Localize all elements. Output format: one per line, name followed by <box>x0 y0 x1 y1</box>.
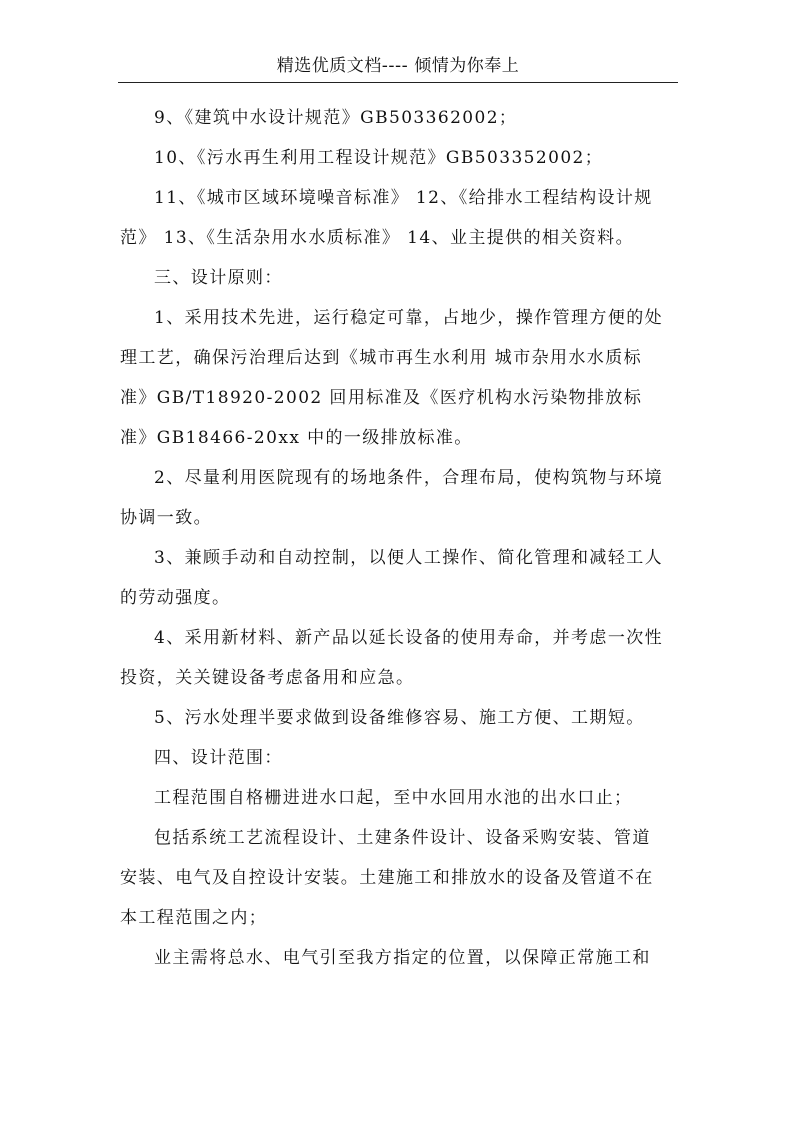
paragraph-standards-11-14: 11、《城市区域环境噪音标准》 12、《给排水工程结构设计规范》 13、《生活杂用水水质标准》 14、业主提供的相关资料。 <box>120 188 653 248</box>
paragraph-principle-5: 5、污水处理半要求做到设备维修容易、施工方便、工期短。 <box>154 708 645 728</box>
paragraph-standard-10: 10、《污水再生利用工程设计规范》GB503352002； <box>154 148 604 168</box>
page-header <box>118 50 678 83</box>
paragraph-scope-included: 包括系统工艺流程设计、土建条件设计、设备采购安装、管道安装、电气及自控设计安装。土建施工和排放水的设备及管道不在本工程范围之内； <box>120 828 654 928</box>
paragraph-scope-range: 工程范围自格栅进进水口起，至中水回用水池的出水口止； <box>154 788 633 808</box>
paragraph-standard-9: 9、《建筑中水设计规范》GB503362002； <box>154 108 518 128</box>
header-title: 精选优质文档---- 倾情为你奉上 <box>276 56 520 76</box>
section-heading-design-principles: 三、设计原则： <box>154 268 283 288</box>
document-body <box>120 98 666 978</box>
paragraph-principle-2: 2、尽量利用医院现有的场地条件，合理布局，使构筑物与环境协调一致。 <box>120 468 664 528</box>
paragraph-principle-4: 4、采用新材料、新产品以延长设备的使用寿命，并考虑一次性投资，关关键设备考虑备用和应急。 <box>120 628 664 688</box>
paragraph-principle-1: 1、采用技术先进，运行稳定可靠，占地少，操作管理方便的处理工艺，确保污治理后达到《城市再生水利用 城市杂用水水质标准》GB/T18920-2002 回用标准及《医疗机构水污染物排放标准》GB18466-20xx 中的一级排放标准。 <box>120 308 664 448</box>
paragraph-owner-responsibility: 业主需将总水、电气引至我方指定的位置，以保障正常施工和 <box>154 948 651 968</box>
paragraph-principle-3: 3、兼顾手动和自动控制，以便人工操作、简化管理和减轻工人的劳动强度。 <box>120 548 664 608</box>
section-heading-design-scope: 四、设计范围： <box>154 748 283 768</box>
